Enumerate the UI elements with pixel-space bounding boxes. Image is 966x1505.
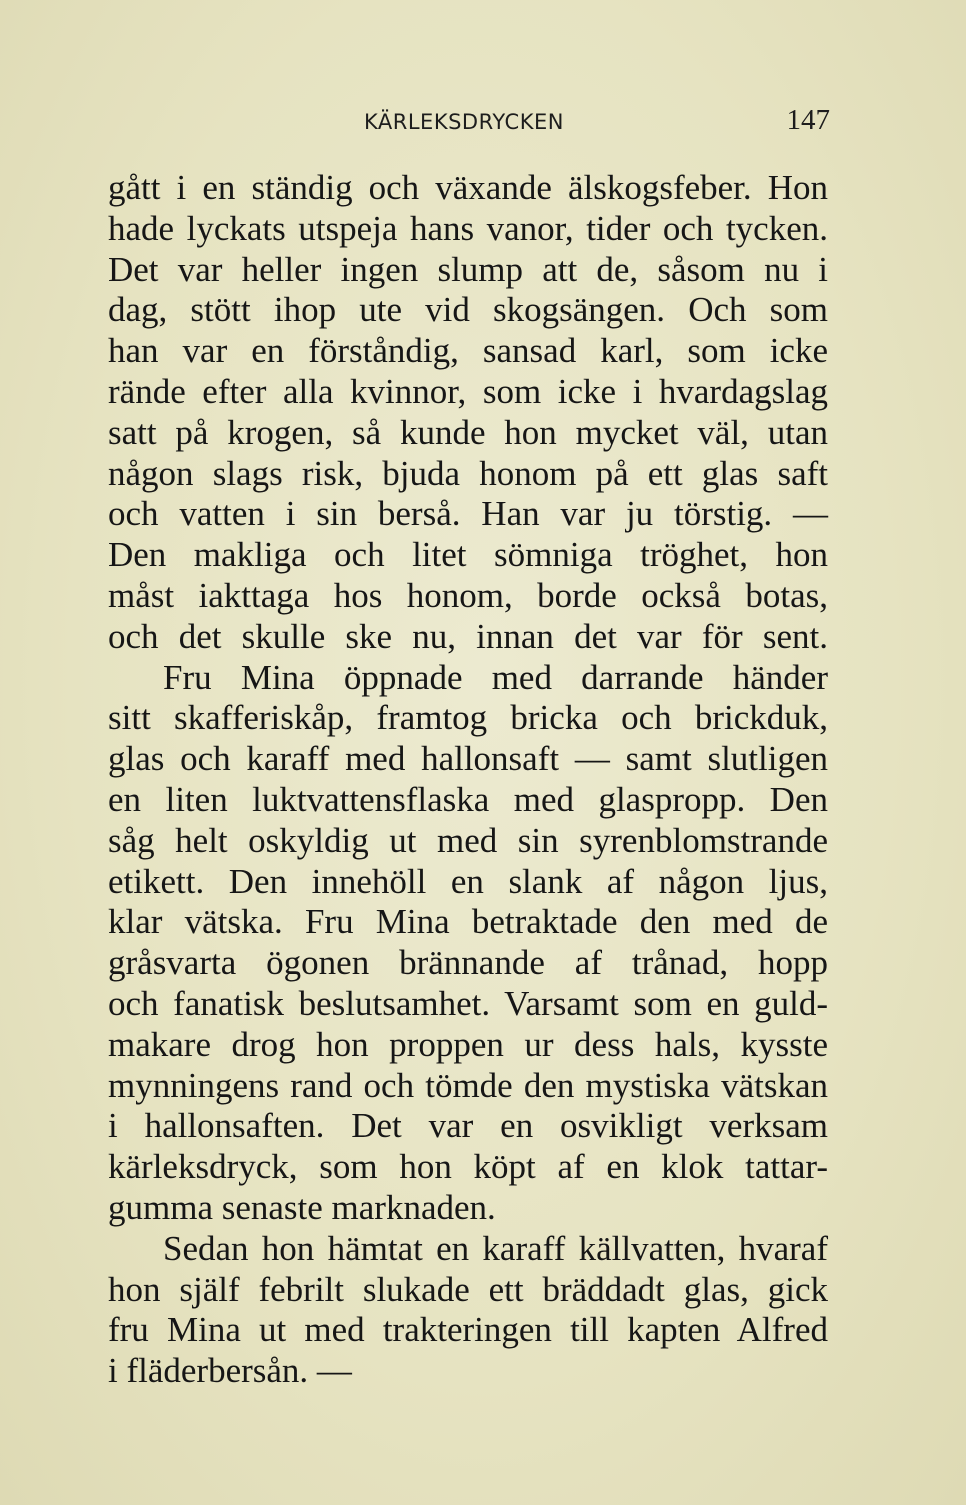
text-line: och fanatisk beslutsamhet. Varsamt som en guld- (108, 983, 828, 1023)
text-line: och det skulle ske nu, innan det var för sent. (108, 616, 828, 656)
text-line: rände efter alla kvinnor, som icke i hvardagslag (108, 371, 828, 411)
text-line: Den makliga och litet sömniga tröghet, hon (108, 535, 828, 575)
text-line: hade lyckats utspeja hans vanor, tider och tycken. (108, 208, 828, 248)
text-line: måst iakttaga hos honom, borde också botas, (108, 575, 828, 615)
text-line: gumma senaste marknaden. (108, 1187, 496, 1227)
text-line: han var en förståndig, sansad karl, som icke (108, 331, 828, 371)
text-line: en liten luktvattensflaska med glaspropp. Den (108, 779, 828, 819)
paragraph-3 (108, 1229, 828, 1392)
text-line: Fru Mina öppnade med darrande händer (163, 657, 828, 697)
text-line: i hallonsaften. Det var en osvikligt verksam (108, 1106, 828, 1146)
text-line: hon själf febrilt slukade ett bräddadt glas, gick (108, 1269, 828, 1309)
text-line: någon slags risk, bjuda honom på ett glas saft (108, 453, 828, 493)
text-line: gråsvarta ögonen brännande af trånad, hopp (108, 943, 828, 983)
text-line: sitt skafferiskåp, framtog bricka och brickduk, (108, 698, 828, 738)
text-line: makare drog hon proppen ur dess hals, kysste (108, 1024, 828, 1064)
text-line: glas och karaff med hallonsaft — samt slutligen (108, 739, 828, 779)
text-line: dag, stött ihop ute vid skogsängen. Och som (108, 290, 828, 330)
text-line: Sedan hon hämtat en karaff källvatten, hvaraf (163, 1228, 828, 1268)
text-line: satt på krogen, så kunde hon mycket väl, utan (108, 412, 828, 452)
running-title: KÄRLEKSDRYCKEN (364, 110, 564, 134)
text-line: såg helt oskyldig ut med sin syrenblomstrande (108, 820, 828, 860)
text-line: och vatten i sin berså. Han var ju törstig. — (108, 494, 828, 534)
text-line: klar vätska. Fru Mina betraktade den med de (108, 902, 828, 942)
text-line: fru Mina ut med trakteringen till kapten Alfred (108, 1310, 828, 1350)
text-line: etikett. Den innehöll en slank af någon ljus, (108, 861, 828, 901)
page-number: 147 (786, 104, 830, 136)
text-line: kärleksdryck, som hon köpt af en klok tattar- (108, 1147, 828, 1187)
text-line: mynningens rand och tömde den mystiska vätskan (108, 1065, 828, 1105)
page-header (108, 104, 830, 144)
text-line: i fläderbersån. — (108, 1351, 352, 1391)
text-line: Det var heller ingen slump att de, såsom nu i (108, 249, 828, 289)
text-line: gått i en ständig och växande älskogsfeber. Hon (108, 168, 828, 207)
paragraph-2 (108, 658, 828, 1229)
body-text (108, 168, 828, 1392)
paragraph-1 (108, 168, 828, 658)
